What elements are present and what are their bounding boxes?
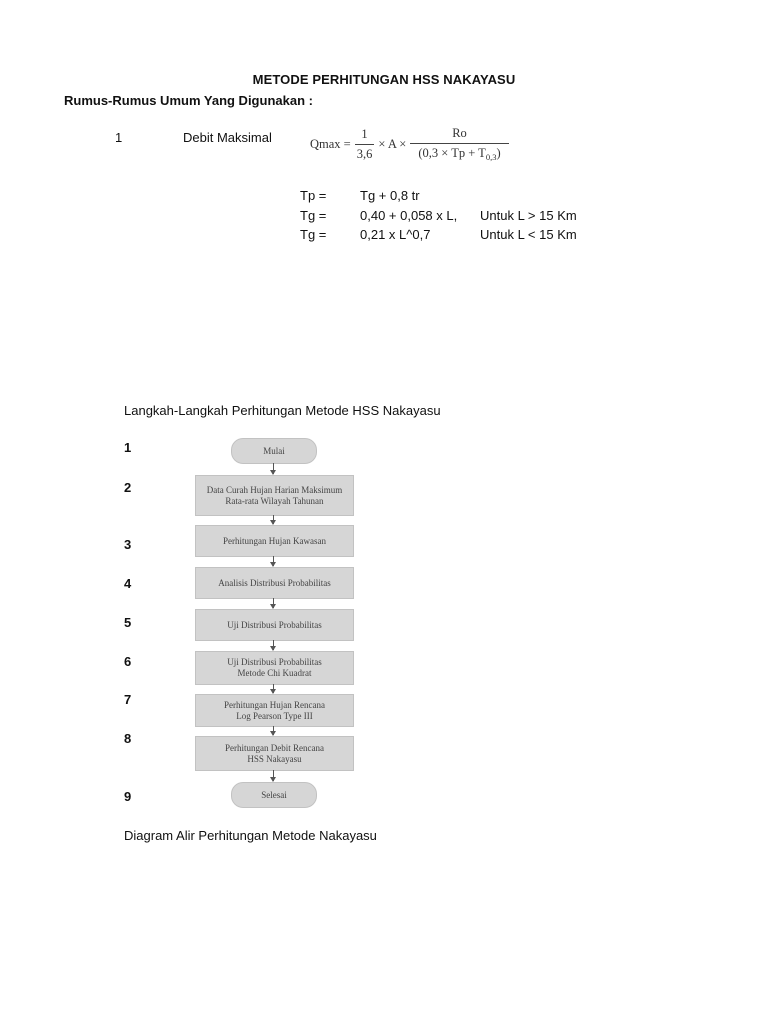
figure-caption: Diagram Alir Perhitungan Metode Nakayasu <box>124 828 377 843</box>
flow-node-area-rainfall <box>195 525 354 557</box>
fraction-1-numerator: 1 <box>361 126 368 141</box>
flow-arrow <box>273 684 274 693</box>
flow-node-design-discharge <box>195 736 354 771</box>
node-line: Metode Chi Kuadrat <box>237 668 312 678</box>
flow-arrow <box>273 598 274 608</box>
flow-arrow <box>273 770 274 781</box>
formula-lhs: Qmax = <box>310 136 351 151</box>
step-number: 1 <box>124 440 132 455</box>
page-title: METODE PERHITUNGAN HSS NAKAYASU <box>252 72 516 87</box>
formulas-heading: Rumus-Rumus Umum Yang Digunakan : <box>64 93 313 108</box>
node-line: Mulai <box>263 445 285 456</box>
variable-expression: 0,40 + 0,058 x L, <box>360 208 458 223</box>
flow-node-end <box>231 782 317 808</box>
step-number: 9 <box>124 789 132 804</box>
flow-node-start <box>231 438 317 464</box>
flow-node-probability-analysis <box>195 567 354 599</box>
step-number: 7 <box>124 692 132 707</box>
node-line: Uji Distribusi Probabilitas <box>227 657 322 667</box>
qmax-formula <box>310 122 509 166</box>
denominator-main: (0,3 × Tp + T <box>418 146 486 160</box>
flow-node-chi-square-test <box>195 651 354 685</box>
node-line: Perhitungan Hujan Kawasan <box>223 535 326 546</box>
step-number: 5 <box>124 615 132 630</box>
flow-node-design-rainfall <box>195 694 354 727</box>
steps-heading: Langkah-Langkah Perhitungan Metode HSS Nakayasu <box>124 403 441 418</box>
variable-name: Tg = <box>300 208 327 223</box>
flow-arrow <box>273 463 274 474</box>
variable-name: Tg = <box>300 227 327 242</box>
node-line: HSS Nakayasu <box>247 753 302 764</box>
flow-node-rainfall-data <box>195 475 354 516</box>
fraction-2-numerator: Ro <box>452 126 467 140</box>
step-number: 3 <box>124 537 132 552</box>
node-line: Selesai <box>261 789 287 800</box>
node-line: Log Pearson Type III <box>236 710 313 721</box>
node-line: Uji Distribusi Probabilitas <box>227 619 322 630</box>
item-number: 1 <box>115 130 123 145</box>
node-line: Analisis Distribusi Probabilitas <box>218 577 331 588</box>
formula-fraction-2 <box>410 126 508 162</box>
node-line: Rata-rata Wilayah Tahunan <box>225 495 324 506</box>
flow-arrow <box>273 726 274 735</box>
flowchart <box>195 432 355 812</box>
variable-name: Tp = <box>300 188 327 203</box>
denominator-subscript: 0,3 <box>485 152 497 162</box>
variable-expression: 0,21 x L^0,7 <box>360 227 431 242</box>
variable-condition: Untuk L < 15 Km <box>480 227 577 242</box>
node-line: Perhitungan Debit Rencana <box>225 742 324 753</box>
flow-arrow <box>273 515 274 524</box>
flow-node-distribution-test <box>195 609 354 641</box>
formula-times-a: × A × <box>378 136 407 151</box>
flow-arrow <box>273 640 274 650</box>
fraction-1-denominator: 3,6 <box>355 144 375 162</box>
formula-fraction-1 <box>355 127 375 162</box>
node-line: Data Curah Hujan Harian Maksimum <box>206 484 343 495</box>
variable-expression: Tg + 0,8 tr <box>360 188 420 203</box>
step-number: 2 <box>124 480 132 495</box>
denominator-close: ) <box>496 146 501 160</box>
flow-arrow <box>273 556 274 566</box>
step-number: 8 <box>124 731 132 746</box>
variable-condition: Untuk L > 15 Km <box>480 208 577 223</box>
item-label: Debit Maksimal <box>183 130 272 145</box>
step-number: 4 <box>124 576 132 591</box>
fraction-2-denominator <box>410 143 508 162</box>
node-line: Perhitungan Hujan Rencana <box>224 699 325 710</box>
step-number: 6 <box>124 654 132 669</box>
